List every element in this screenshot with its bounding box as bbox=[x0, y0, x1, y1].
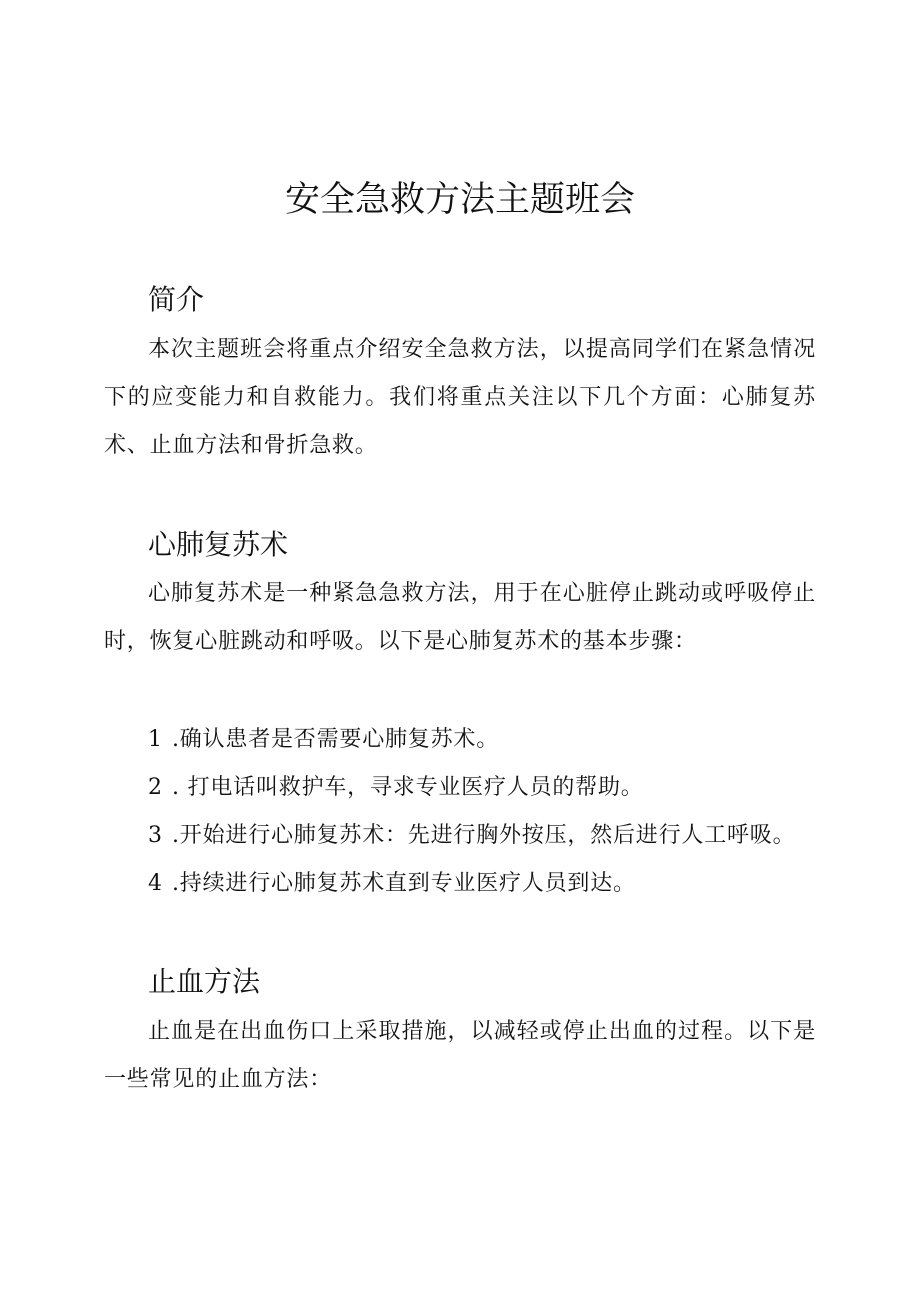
list-item bbox=[148, 716, 795, 764]
intro-paragraph: 本次主题班会将重点介绍安全急救方法，以提高同学们在紧急情况下的应变能力和自救能力。我们将重点关注以下几个方面：心肺复苏术、止血方法和骨折急救。 bbox=[104, 337, 816, 458]
step-number: 4 bbox=[148, 871, 163, 896]
list-item bbox=[148, 764, 795, 812]
cpr-paragraph: 心肺复苏术是一种紧急急救方法，用于在心脏停止跳动或呼吸停止时，恢复心脏跳动和呼吸。以下是心肺复苏术的基本步骤： bbox=[104, 581, 816, 654]
section-heading-intro: 简介 bbox=[148, 283, 205, 316]
step-number: 1 bbox=[148, 727, 163, 752]
step-text: .持续进行心肺复苏术直到专业医疗人员到达。 bbox=[172, 871, 636, 896]
bleeding-paragraph: 止血是在出血伤口上采取措施，以减轻或停止出血的过程。以下是一些常见的止血方法： bbox=[104, 1019, 816, 1092]
document-title: 安全急救方法主题班会 bbox=[284, 180, 635, 220]
list-item bbox=[148, 812, 795, 860]
cpr-steps-list bbox=[148, 716, 795, 908]
step-number: 3 bbox=[148, 823, 163, 848]
step-text: .开始进行心肺复苏术：先进行胸外按压，然后进行人工呼吸。 bbox=[172, 823, 796, 848]
step-text: .确认患者是否需要心肺复苏术。 bbox=[172, 727, 499, 752]
list-item bbox=[148, 860, 795, 908]
step-text: . 打电话叫救护车，寻求专业医疗人员的帮助。 bbox=[172, 775, 644, 800]
section-heading-bleeding: 止血方法 bbox=[148, 965, 261, 998]
section-heading-cpr: 心肺复苏术 bbox=[148, 528, 289, 561]
step-number: 2 bbox=[148, 775, 163, 800]
